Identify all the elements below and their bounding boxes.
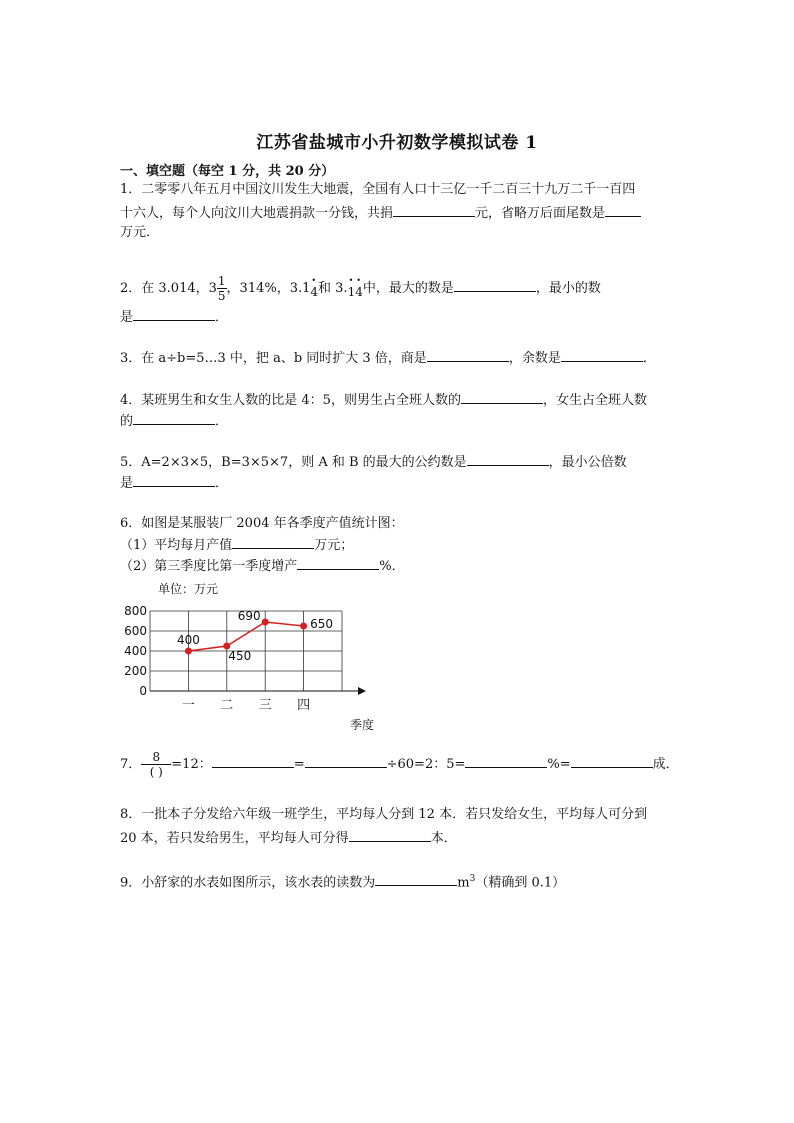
q6-blank-1[interactable] [232, 535, 314, 549]
q6-part1: （1）平均每月产值 万元； [120, 535, 353, 555]
chart-data-label: 690 [237, 609, 261, 623]
q1-line3: 万元． [120, 225, 160, 240]
chart-data-point [185, 648, 192, 655]
chart-data-label: 650 [310, 617, 334, 631]
chart-data-label: 400 [176, 633, 200, 647]
q5-line1: 5．A=2×3×5，B=3×5×7，则 A 和 B 的最大的公约数是 ，最小公倍数 [120, 452, 627, 472]
q7-blank-3[interactable] [465, 754, 547, 768]
q1-line1: 1．二零零八年五月中国汶川发生大地震，全国有人口十三亿一千二百三十九万二千一百四 [120, 182, 636, 197]
chart-x-axis-arrow [358, 687, 366, 695]
q7-blank-1[interactable] [212, 754, 294, 768]
section-heading: 一、填空题（每空 1 分，共 20 分） [120, 164, 335, 179]
chart-y-tick-label: 200 [124, 664, 147, 678]
chart-y-tick-label: 600 [124, 624, 147, 638]
q2-repeating-digit-b: • 4 [355, 283, 363, 301]
chart-x-tick-label: 四 [297, 698, 311, 713]
q4-blank-2[interactable] [133, 411, 215, 425]
chart-x-tick-label: 二 [220, 698, 234, 713]
q7-line: 7． $\frac{8}{( )}$ =12： = ÷60=2：5= %= 成． [120, 750, 679, 779]
q8-line2: 20 本，若只发给男生，平均每人可分得 本． [120, 828, 457, 848]
q3-blank-2[interactable] [561, 348, 643, 362]
q5-line2: 是 ． [120, 473, 228, 493]
chart-data-label: 450 [228, 649, 252, 663]
chart-data-point [262, 619, 269, 626]
q2-blank-1[interactable] [454, 278, 536, 292]
chart-x-tick-label: 三 [258, 698, 272, 713]
q2-repeating-digit-a: • 1 [348, 283, 356, 301]
chart-y-label: 单位：万元 [158, 582, 219, 596]
q6-part2: （2）第三季度比第一季度增产 %． [120, 556, 405, 576]
q8-blank[interactable] [349, 828, 431, 842]
chart-x-label: 季度 [349, 718, 375, 732]
q2-repeating-digit: • 4 [310, 283, 318, 301]
q4-line2: 的 ． [120, 411, 228, 431]
page-title: 江苏省盐城市小升初数学模拟试卷 1 [256, 133, 538, 153]
chart-series-line [188, 622, 303, 651]
q9-line: 9．小舒家的水表如图所示，该水表的读数为 $m^3$（精确到 0.1） [120, 874, 566, 891]
q4-blank-1[interactable] [461, 390, 543, 404]
q1-line2: 十六人，每个人向汶川大地震捐款一分钱，共捐 元，省略万后面尾数是 [120, 203, 641, 223]
chart-x-tick-label: 一 [181, 698, 195, 713]
production-line-chart [120, 578, 380, 732]
chart-y-tick-label: 400 [124, 644, 147, 658]
q7-blank-2[interactable] [305, 754, 387, 768]
q6-intro: 6．如图是某服装厂 2004 年各季度产值统计图： [120, 516, 404, 531]
q6-blank-2[interactable] [297, 556, 379, 570]
q2-blank-2[interactable] [133, 307, 215, 321]
q3-line: 3．在 a÷b=5…3 中，把 a、b 同时扩大 3 倍，商是 ，余数是 ． [120, 348, 656, 368]
q4-line1: 4．某班男生和女生人数的比是 4：5，则男生占全班人数的 ，女生占全班人数 [120, 390, 647, 410]
q7-fraction: $\frac{8}{( )}$ [141, 750, 171, 779]
q3-blank-1[interactable] [427, 348, 509, 362]
q1-blank-1[interactable] [393, 203, 475, 217]
chart-y-tick-label: 0 [139, 684, 147, 698]
q2-fraction: $\frac{1}{5}$ [217, 274, 226, 303]
q5-blank-2[interactable] [133, 473, 215, 487]
q2-line2: 是 ． [120, 307, 228, 327]
q8-line1: 8．一批本子分发给六年级一班学生，平均每人分到 12 本．若只发给女生，平均每人可分到 [120, 807, 648, 822]
chart-y-tick-label: 800 [124, 604, 147, 618]
q7-blank-4[interactable] [571, 754, 653, 768]
chart-data-point [300, 623, 307, 630]
q9-blank[interactable] [375, 872, 457, 886]
q5-blank-1[interactable] [467, 452, 549, 466]
q2-line1: 2．在 3.014，3 $\frac{1}{5}$ ，314%，3.1• 4和 3.• 1• 4中，最大的数是 ，最小的数 [120, 274, 601, 303]
q1-blank-2[interactable] [605, 203, 641, 217]
